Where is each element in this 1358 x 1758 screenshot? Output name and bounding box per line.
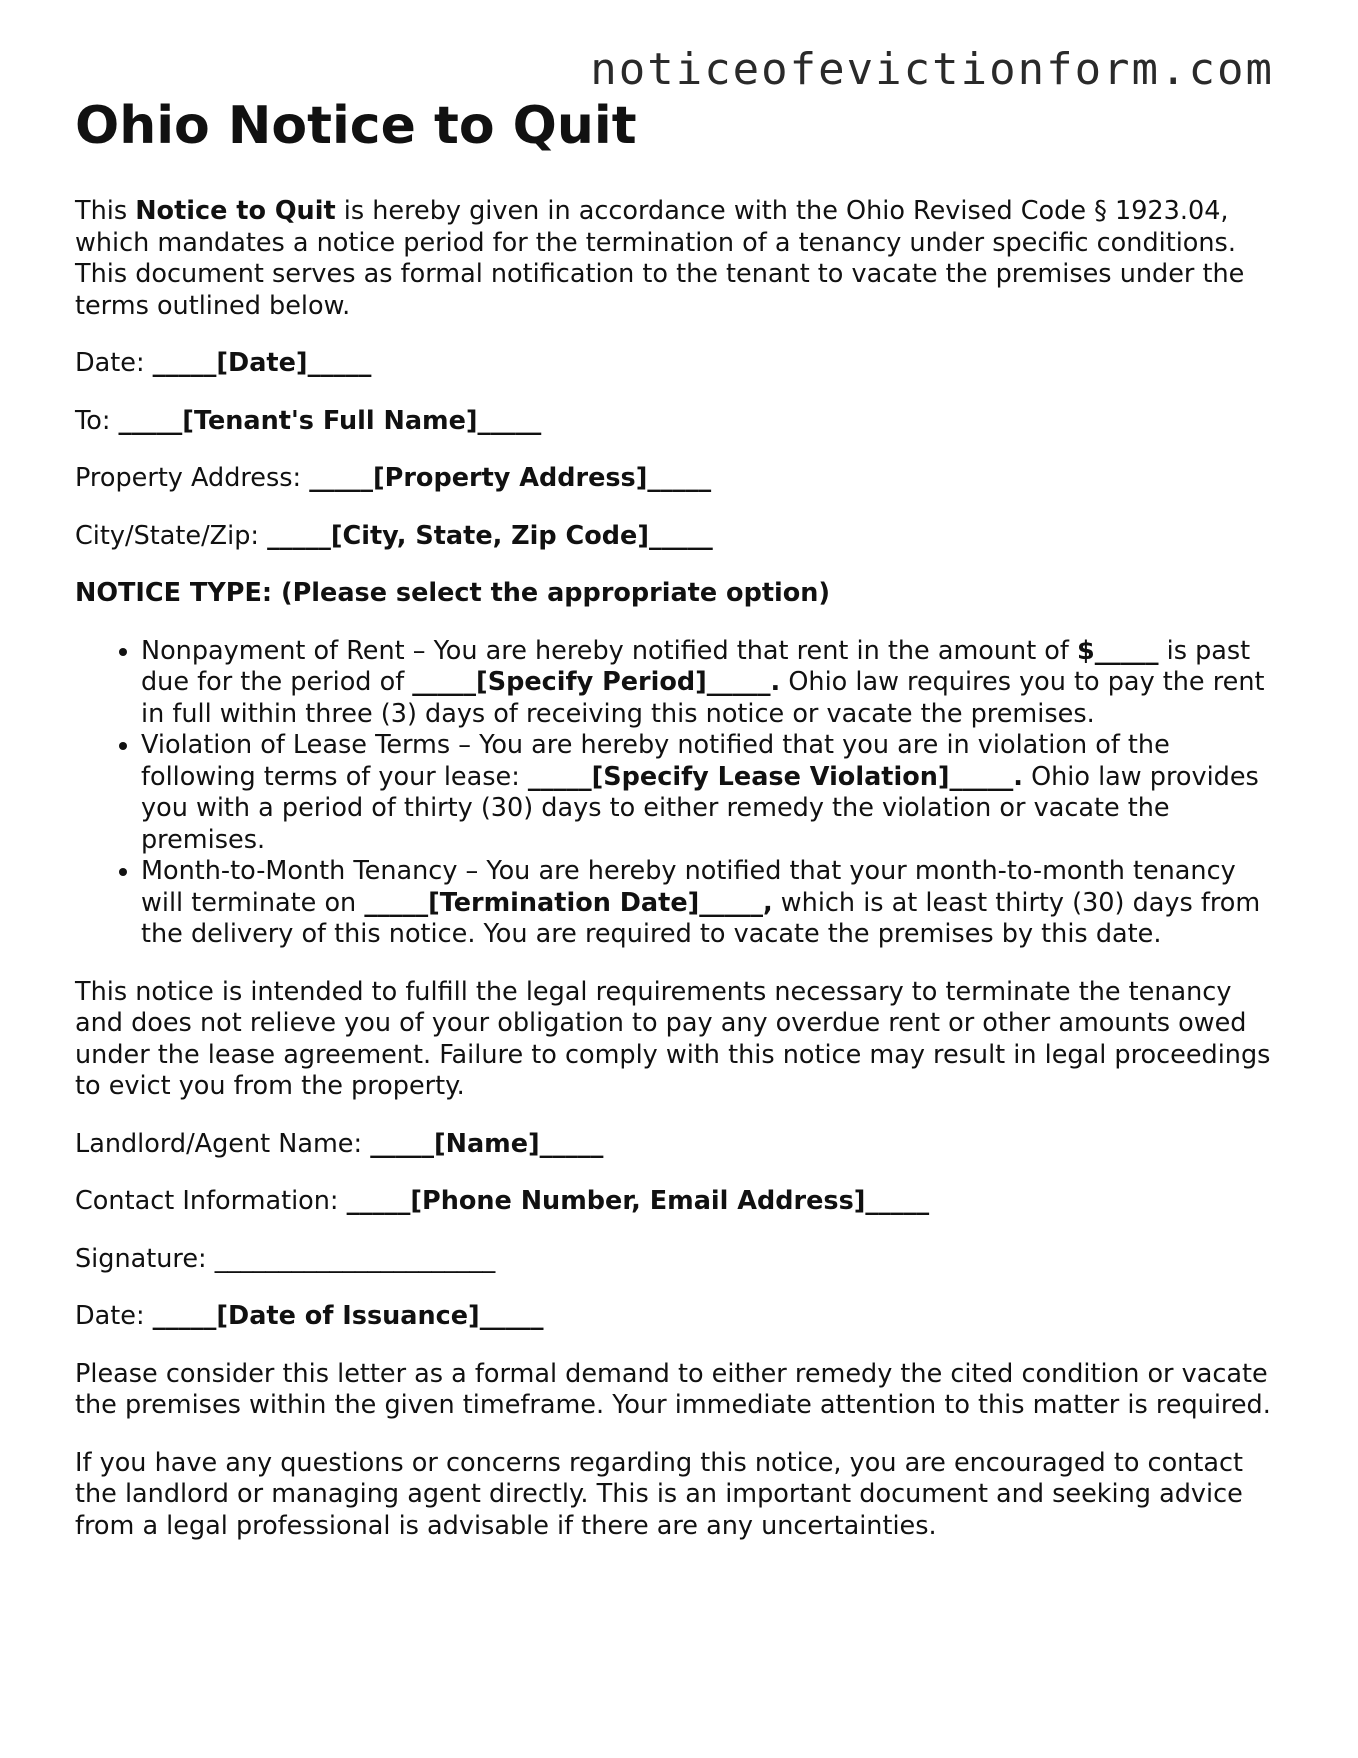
notice-to-quit-term: Notice to Quit <box>135 196 336 226</box>
date-field: Date: _____[Date]_____ <box>75 348 372 378</box>
issuance-date-field: Date: _____[Date of Issuance]_____ <box>75 1301 544 1331</box>
intro-paragraph: This Notice to Quit is hereby given in accordance with the Ohio Revised Code § 1923.04, which mandates a notice period for the termination of a tenancy under specific conditions. This document serves as formal notification to the tenant to vacate the premises under the terms outlined below. <box>75 196 1245 321</box>
tenant-field: To: _____[Tenant's Full Name]_____ <box>75 405 542 436</box>
notice-options-list <box>75 636 1285 951</box>
tenant-name-placeholder: _____[Tenant's Full Name]_____ <box>118 405 542 436</box>
city-state-zip-field: City/State/Zip: _____[City, State, Zip Code]_____ <box>75 520 713 551</box>
document-body <box>75 92 1285 1568</box>
rent-amount-placeholder: $_____ <box>1077 635 1159 666</box>
property-address-field: Property Address: _____[Property Address]_____ <box>75 463 712 493</box>
contact-info-placeholder: _____[Phone Number, Email Address]_____ <box>346 1186 930 1216</box>
termination-date-placeholder: _____[Termination Date]_____, <box>364 887 773 918</box>
date-placeholder: _____[Date]_____ <box>152 348 372 378</box>
issuance-date-placeholder: _____[Date of Issuance]_____ <box>152 1301 544 1331</box>
signature-line: ______________________ <box>214 1243 496 1274</box>
period-placeholder: _____[Specify Period]_____. <box>412 667 781 697</box>
contact-info-field: Contact Information: _____[Phone Number, Email Address]_____ <box>75 1186 930 1216</box>
legal-requirements-paragraph: This notice is intended to fulfill the legal requirements necessary to terminate the tenancy and does not relieve you of your obligation to pay any overdue rent or other amounts owed under the lease agreement. Failure to comply with this notice may result in legal proceedings to evict you from the property. <box>75 976 1271 1101</box>
site-watermark: noticeofevictionform.com <box>590 44 1274 95</box>
page-title: Ohio Notice to Quit <box>75 96 637 156</box>
landlord-name-field: Landlord/Agent Name: _____[Name]_____ <box>75 1128 604 1159</box>
notice-type-heading: NOTICE TYPE: (Please select the appropriate option) <box>75 578 831 608</box>
option-nonpayment: • Nonpayment of Rent – You are hereby notified that rent in the amount of $_____ is past due for the period of _____[Specify Period]_____. Ohio law requires you to pay the rent in full within three (3) days of receiving this notice or vacate the premises. <box>141 636 1285 731</box>
option-lease-violation: • Violation of Lease Terms – You are hereby notified that you are in violation of the following terms of your lease: _____[Specify Lease Violation]_____. Ohio law provides you with a period of thirty (30) days to either remedy the violation or vacate the premises. <box>141 730 1285 856</box>
formal-demand-paragraph: Please consider this letter as a formal demand to either remedy the cited condition or vacate the premises within the given timeframe. Your immediate attention to this matter is required. <box>75 1358 1271 1420</box>
signature-field: Signature: ______________________ <box>75 1243 496 1274</box>
property-address-placeholder: _____[Property Address]_____ <box>309 463 712 493</box>
option-month-to-month: • Month-to-Month Tenancy – You are hereby notified that your month-to-month tenancy will terminate on _____[Termination Date]_____, which is at least thirty (30) days from the delivery of this notice. You are required to vacate the premises by this date. <box>141 856 1285 951</box>
lease-violation-placeholder: _____[Specify Lease Violation]_____. <box>527 761 1023 792</box>
city-state-zip-placeholder: _____[City, State, Zip Code]_____ <box>267 520 713 551</box>
questions-paragraph: If you have any questions or concerns regarding this notice, you are encouraged to contact the landlord or managing agent directly. This is an important document and seeking advice from a legal professional is advisable if there are any uncertainties. <box>75 1447 1243 1541</box>
landlord-name-placeholder: _____[Name]_____ <box>370 1128 604 1159</box>
